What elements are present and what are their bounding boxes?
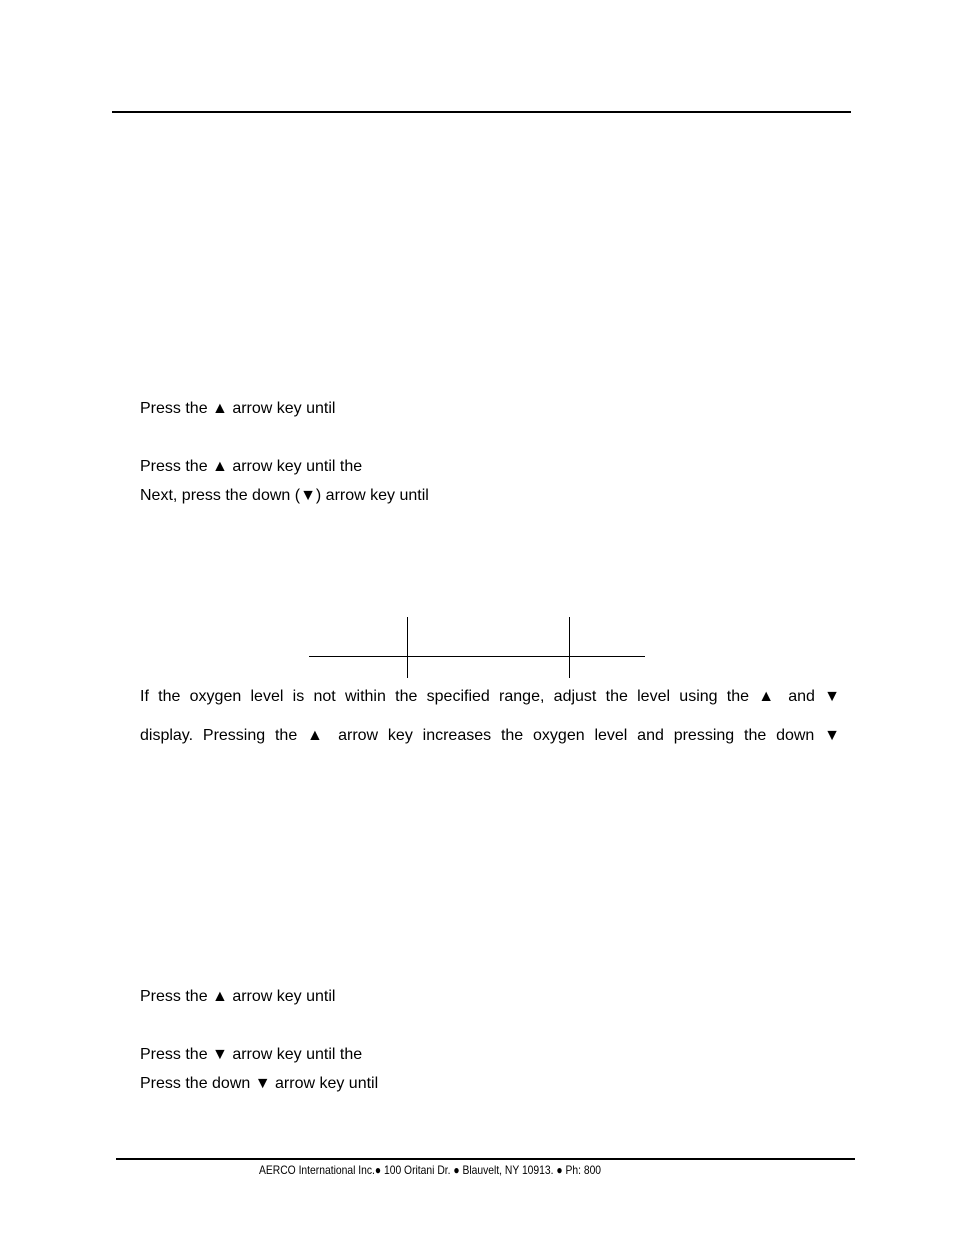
step-a3-text: Next, press the down (▼) arrow key until [140, 487, 429, 504]
header-rule [112, 111, 851, 113]
step-a1-text: Press the ▲ arrow key until [140, 400, 336, 417]
table-vertical-rule-1 [407, 617, 408, 678]
step-b1-text: Press the ▲ arrow key until [140, 988, 336, 1005]
footer-rule [116, 1158, 855, 1160]
footer-address: AERCO International Inc.● 100 Oritani Dr. ● Blauvelt, NY 10913. ● Ph: 800 [259, 1163, 602, 1177]
step-b2-text: Press the ▼ arrow key until the [140, 1046, 363, 1063]
table-horizontal-rule [309, 656, 645, 657]
table-vertical-rule-2 [569, 617, 570, 678]
adjust-paragraph-line-1: If the oxygen level is not within the specified range, adjust the level using the ▲ and ▼ [140, 688, 840, 705]
step-a2-text: Press the ▲ arrow key until the [140, 458, 363, 475]
adjust-paragraph-line-2: display. Pressing the ▲ arrow key increases the oxygen level and pressing the down ▼ [140, 727, 840, 744]
step-b3-text: Press the down ▼ arrow key until [140, 1075, 379, 1092]
